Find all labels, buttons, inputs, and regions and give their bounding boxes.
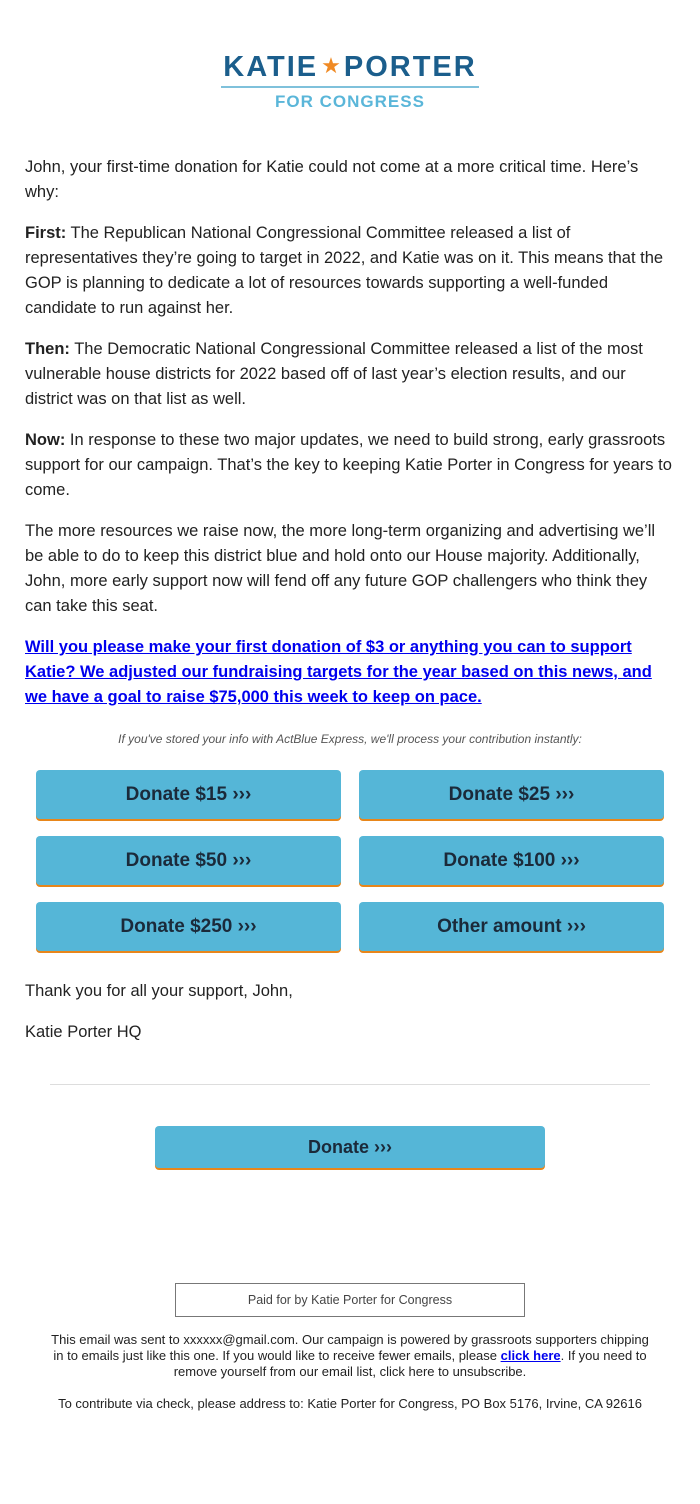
intro-paragraph: John, your first-time donation for Katie could not come at a more critical time. Here’s why: (25, 158, 639, 201)
first-text: The Republican National Congressional Committee released a list of representatives they’re going to target in 2022, and Katie was on it. This means that the GOP is planning to dedicate a lot of resources towards supporting a well-funded candidate to run against her. (25, 224, 664, 317)
logo-subtitle: FOR CONGRESS (275, 92, 425, 111)
then-text: The Democratic National Congressional Committee released a list of the most vulnerable house districts for 2022 based off of last year’s election results, and our district was on that list as well. (25, 340, 643, 408)
divider (50, 1084, 650, 1085)
resources-paragraph: The more resources we raise now, the more long-term organizing and advertising we’ll be able to do to keep this district blue and hold onto our House majority. Additionally, John, more early support now will fend off any future GOP challengers who think they can take this seat. (25, 522, 656, 615)
footer-unsubscribe-text: . If you need to remove yourself from our email list, click here to unsubscribe. (173, 1348, 647, 1379)
actblue-express-note: If you've stored your info with ActBlue Express, we'll process your contribution instantly: (118, 732, 582, 746)
now-label: Now: (25, 431, 66, 449)
footer-check-address: To contribute via check, please address to: Katie Porter for Congress, PO Box 5176, Irvine, CA 92616 (58, 1396, 642, 1411)
now-text: In response to these two major updates, we need to build strong, early grassroots support for our campaign. That’s the key to keeping Katie Porter in Congress for years to come. (25, 431, 672, 499)
katie-porter-logo (0, 50, 700, 112)
paid-for-disclaimer: Paid for by Katie Porter for Congress (175, 1283, 525, 1317)
first-label: First: (25, 224, 67, 242)
donate-25-button[interactable]: Donate $25 ››› (359, 770, 664, 819)
donate-100-button[interactable]: Donate $100 ››› (359, 836, 664, 885)
email-body (25, 155, 675, 726)
donate-button[interactable]: Donate ››› (155, 1126, 545, 1168)
footer-sent-to: This email was sent to xxxxxx@gmail.com. Our campaign is powered by grassroots supporters chipping in to emails just like this one. If you would like to receive fewer emails, please (51, 1332, 649, 1363)
now-paragraph (25, 428, 675, 503)
signature: Katie Porter HQ (25, 1023, 142, 1041)
then-paragraph (25, 337, 675, 412)
click-here-link[interactable]: click here (500, 1348, 561, 1363)
donate-other-amount-button[interactable]: Other amount ››› (359, 902, 664, 951)
logo-wordmark (221, 50, 478, 88)
first-paragraph (25, 221, 675, 321)
logo-first-name: KATIE (223, 51, 319, 83)
cta-paragraph (25, 635, 675, 710)
donate-50-button[interactable]: Donate $50 ››› (36, 836, 341, 885)
thanks-line: Thank you for all your support, John, (25, 982, 293, 1000)
donate-15-button[interactable]: Donate $15 ››› (36, 770, 341, 819)
footer-email-notice (50, 1332, 650, 1380)
then-label: Then: (25, 340, 70, 358)
donation-cta-link[interactable]: Will you please make your first donation of $3 or anything you can to support Katie? We adjusted our fundraising targets for the year based on this news, and we have a goal to raise $75,000 this week to keep on pace. (25, 638, 652, 706)
star-icon: ★ (321, 53, 341, 78)
donate-250-button[interactable]: Donate $250 ››› (36, 902, 341, 951)
logo-last-name: PORTER (343, 51, 477, 83)
